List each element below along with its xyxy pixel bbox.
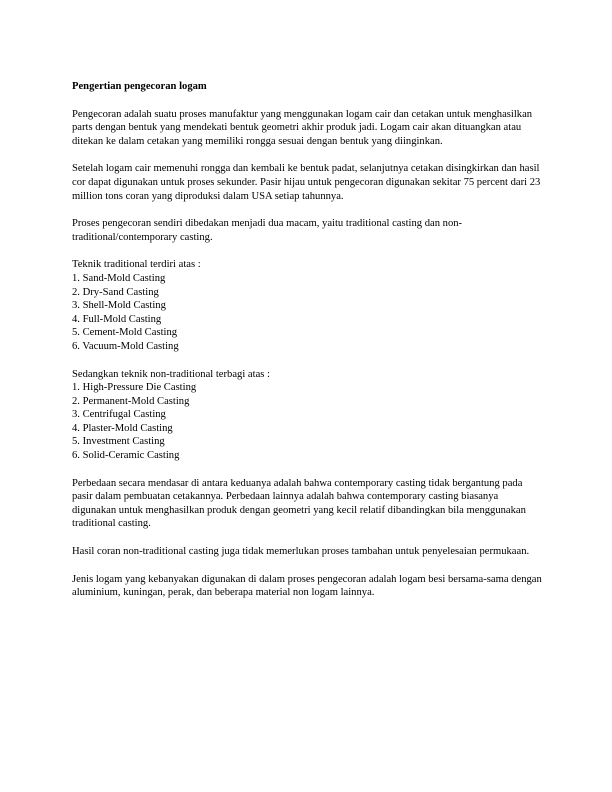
paragraph-types: Proses pengecoran sendiri dibedakan menjadi dua macam, yaitu traditional casting dan non-traditional/contemporary casting. (72, 218, 463, 243)
list-item: 2. Dry-Sand Casting (72, 286, 159, 298)
list-item: 5. Cement-Mold Casting (72, 327, 178, 339)
traditional-list-intro: Teknik traditional terdiri atas : (72, 259, 201, 271)
non-traditional-casting-list (72, 381, 542, 463)
list-item: 4. Plaster-Mold Casting (72, 422, 173, 434)
paragraph-process: Setelah logam cair memenuhi rongga dan kembali ke bentuk padat, selanjutnya cetakan disingkirkan dan hasil cor dapat digunakan untuk proses sekunder. Pasir hijau untuk pengecoran digunakan sekitar 75 percent dari 23 million tons coran yang diproduksi dalam USA setiap tahunnya. (72, 163, 541, 202)
traditional-casting-list (72, 272, 542, 354)
paragraph-definition: Pengecoran adalah suatu proses manufaktur yang menggunakan logam cair dan cetakan untuk menghasilkan parts dengan bentuk yang mendekati bentuk geometri akhir produk jadi. Logam cair akan dituangkan atau ditekan ke dalam cetakan yang memiliki rongga sesuai dengan bentuk yang diinginkan. (72, 108, 533, 147)
list-item: 4. Full-Mold Casting (72, 313, 162, 325)
list-item: 6. Vacuum-Mold Casting (72, 340, 179, 352)
list-item: 1. Sand-Mold Casting (72, 272, 166, 284)
document-title: Pengertian pengecoran logam (72, 81, 207, 92)
list-item: 2. Permanent-Mold Casting (72, 395, 190, 407)
list-item: 6. Solid-Ceramic Casting (72, 450, 180, 462)
paragraph-metal-types: Jenis logam yang kebanyakan digunakan di dalam proses pengecoran adalah logam besi bersama-sama dengan aluminium, kuningan, perak, dan beberapa material non logam lainnya. (72, 573, 542, 599)
list-item: 3. Shell-Mold Casting (72, 300, 166, 312)
paragraph-differences: Perbedaan secara mendasar di antara keduanya adalah bahwa contemporary casting tidak bergantung pada pasir dalam pembuatan cetakannya. Perbedaan lainnya adalah bahwa contemporary casting biasanya digunakan untuk menghasilkan produk dengan geometri yang kecil relatif dibandingkan bila menggunakan traditional casting. (72, 477, 526, 530)
paragraph-surface-finish: Hasil coran non-traditional casting juga tidak memerlukan proses tambahan untuk penyelesaian permukaan. (72, 546, 530, 558)
list-item: 1. High-Pressure Die Casting (72, 382, 197, 394)
non-traditional-list-intro: Sedangkan teknik non-traditional terbagi atas : (72, 368, 270, 380)
list-item: 3. Centrifugal Casting (72, 409, 166, 421)
list-item: 5. Investment Casting (72, 436, 165, 448)
